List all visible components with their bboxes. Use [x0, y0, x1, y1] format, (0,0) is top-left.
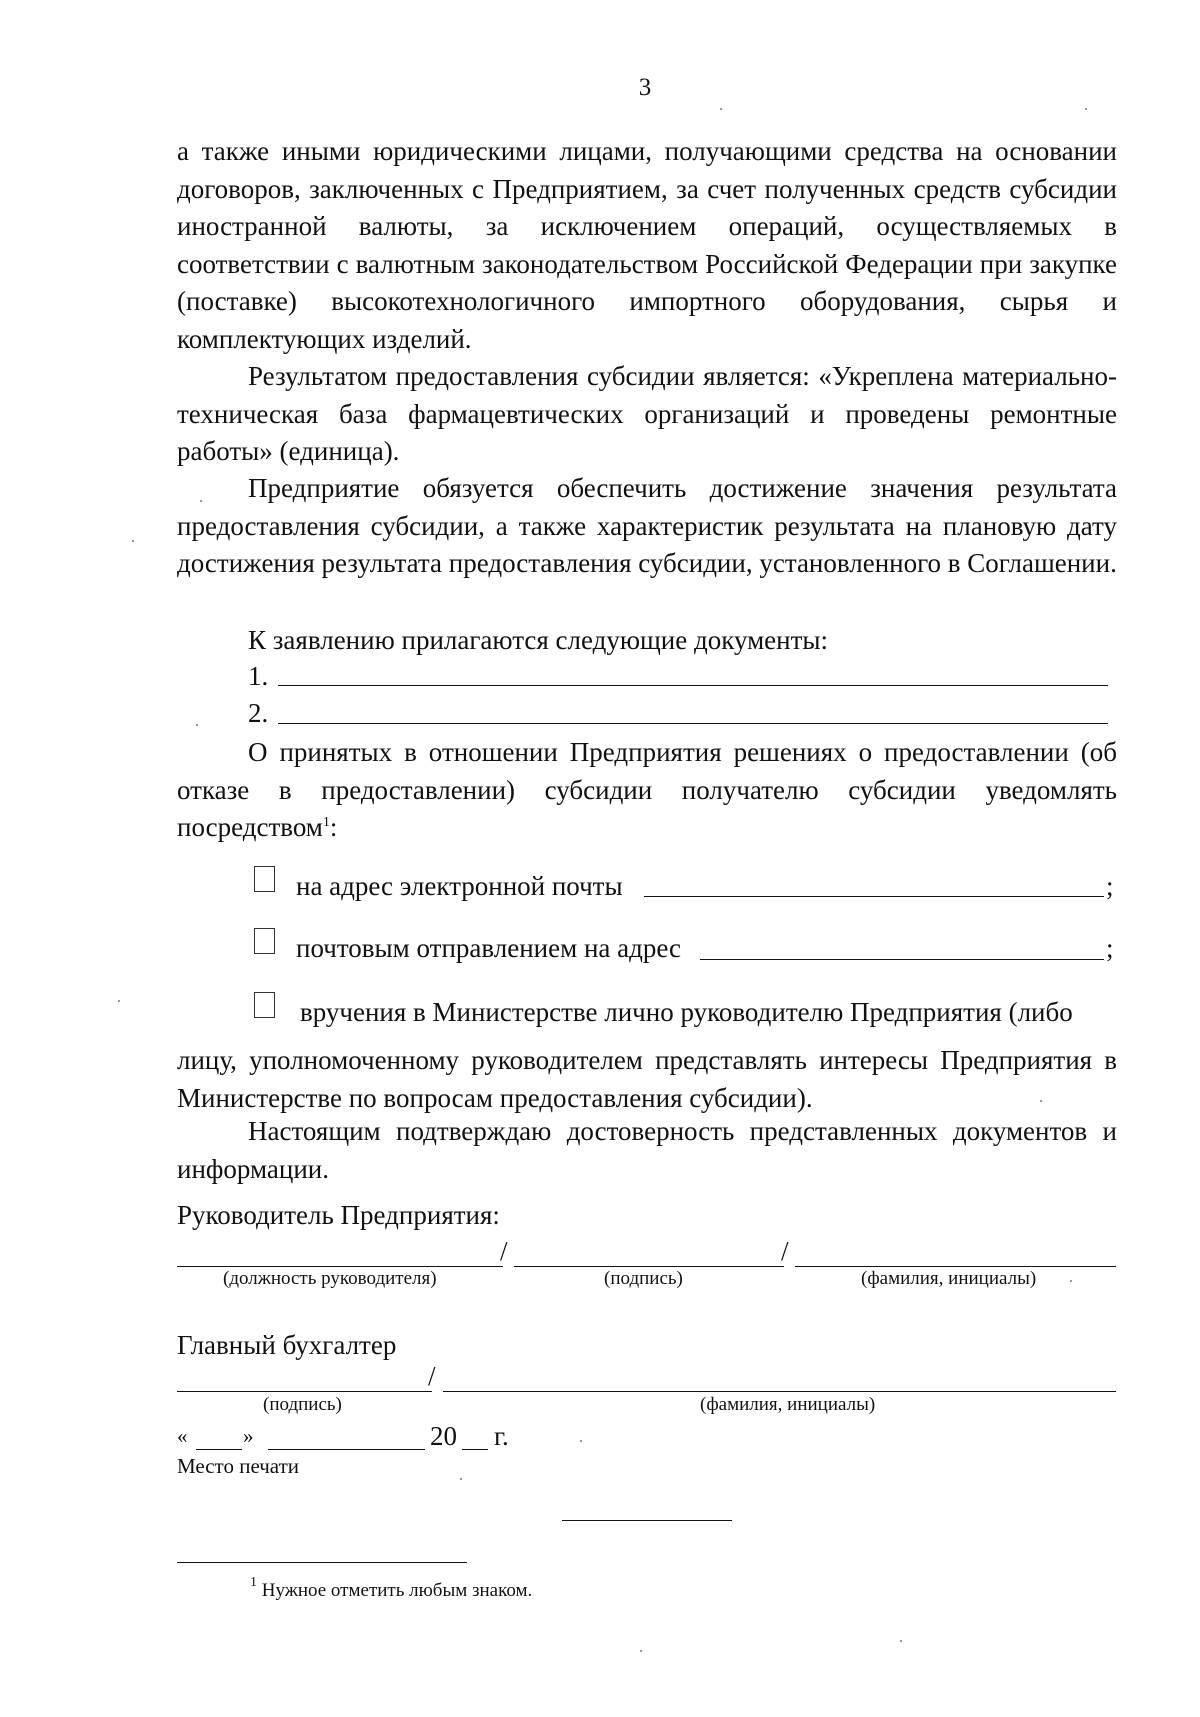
head-position-line [177, 1266, 503, 1267]
scan-speck [640, 1650, 642, 1652]
option-email-line [644, 896, 1104, 897]
notification-text: О принятых в отношении Предприятия решениях о предоставлении (об отказе в предоставлении) субсидии получателю субсидии уведомлять посредством [177, 737, 1117, 842]
date-day-line [196, 1449, 242, 1450]
document-item-2-number: 2. [248, 698, 269, 728]
footnote-number: 1 [250, 1575, 257, 1590]
head-position-caption: (должность руководителя) [223, 1268, 437, 1289]
option-post-label: почтовым отправлением на адрес [296, 933, 681, 963]
page-number: 3 [638, 74, 652, 101]
accountant-title: Главный бухгалтер [177, 1330, 397, 1360]
head-slash-2: / [781, 1236, 789, 1266]
option-in-person-checkbox[interactable] [254, 992, 275, 1018]
footnote-rule [177, 1562, 467, 1563]
head-slash-1: / [500, 1236, 508, 1266]
option-post-line [700, 959, 1104, 960]
date-open-quote: « [177, 1424, 188, 1448]
scan-speck [200, 500, 202, 502]
footnote [250, 1575, 533, 1602]
head-name-caption: (фамилия, инициалы) [861, 1268, 1037, 1289]
paragraph-notification [177, 734, 1117, 847]
date-close-quote: » [243, 1424, 254, 1448]
option-post-end: ; [1106, 933, 1114, 963]
notification-colon: : [329, 812, 338, 842]
stamp-place: Место печати [177, 1454, 300, 1478]
scan-speck [132, 540, 134, 542]
accountant-signature-caption: (подпись) [263, 1394, 342, 1415]
option-in-person-label: вручения в Министерстве лично руководителю Предприятия (либо [300, 997, 1073, 1027]
head-signature-line [514, 1266, 784, 1267]
paragraph-obligation: Предприятие обязуется обеспечить достижение значения результата предоставления субсидии, а также характеристик результата на плановую дату достижения результата предоставления субсидии, установленного в Соглашении. [177, 473, 1117, 578]
head-signature-title: Руководитель Предприятия: [177, 1200, 500, 1230]
scan-speck [196, 724, 198, 726]
date-year-line [462, 1449, 488, 1450]
scan-speck [900, 1640, 902, 1642]
scan-speck [720, 108, 722, 110]
paragraph-foreign-currency: а также иными юридическими лицами, получающими средства на основании договоров, заключенных с Предприятием, за счет полученных средств субсидии иностранной валюты, за исключением операций, осуществляемых в соответствии с валютным законодательством Российской Федерации при закупке (поставке) высокотехнологичного импортного оборудования, сырья и комплектующих изделий. [177, 136, 1117, 354]
accountant-name-line [443, 1391, 1116, 1392]
document-item-2-line [278, 723, 1108, 724]
accountant-slash: / [428, 1361, 436, 1391]
option-in-person-continuation: лицу, уполномоченному руководителем представлять интересы Предприятия в Министерстве по вопросам предоставления субсидии). [177, 1045, 1117, 1113]
option-post-checkbox[interactable] [254, 928, 275, 954]
head-signature-caption: (подпись) [604, 1268, 683, 1289]
accountant-name-caption: (фамилия, инициалы) [700, 1394, 876, 1415]
scan-speck [1085, 108, 1087, 110]
scan-speck [580, 1440, 582, 1442]
paragraph-confirmation: Настоящим подтверждаю достоверность представленных документов и информации. [177, 1116, 1117, 1184]
scan-speck [1040, 1100, 1042, 1102]
scan-speck [118, 1000, 120, 1002]
option-email-checkbox[interactable] [254, 866, 275, 892]
documents-intro: К заявлению прилагаются следующие документы: [248, 625, 829, 655]
date-month-line [268, 1449, 425, 1450]
option-email-label: на адрес электронной почты [296, 871, 623, 901]
footnote-mark: 1 [322, 815, 330, 830]
document-item-1-number: 1. [248, 661, 269, 691]
document-item-1-line [278, 685, 1108, 686]
scan-speck [1070, 1280, 1072, 1282]
option-email-end: ; [1106, 871, 1114, 901]
accountant-signature-line [177, 1391, 432, 1392]
scan-speck [460, 1478, 462, 1480]
footnote-text: Нужное отметить любым знаком. [261, 1580, 533, 1601]
head-name-line [795, 1266, 1116, 1267]
end-separator [562, 1520, 732, 1521]
paragraph-result: Результатом предоставления субсидии является: «Укреплена материально-техническая база фармацевтических организаций и проведены ремонтные работы» (единица). [177, 361, 1117, 466]
date-year-suffix: г. [494, 1421, 509, 1451]
date-year-prefix: 20 [430, 1421, 457, 1451]
